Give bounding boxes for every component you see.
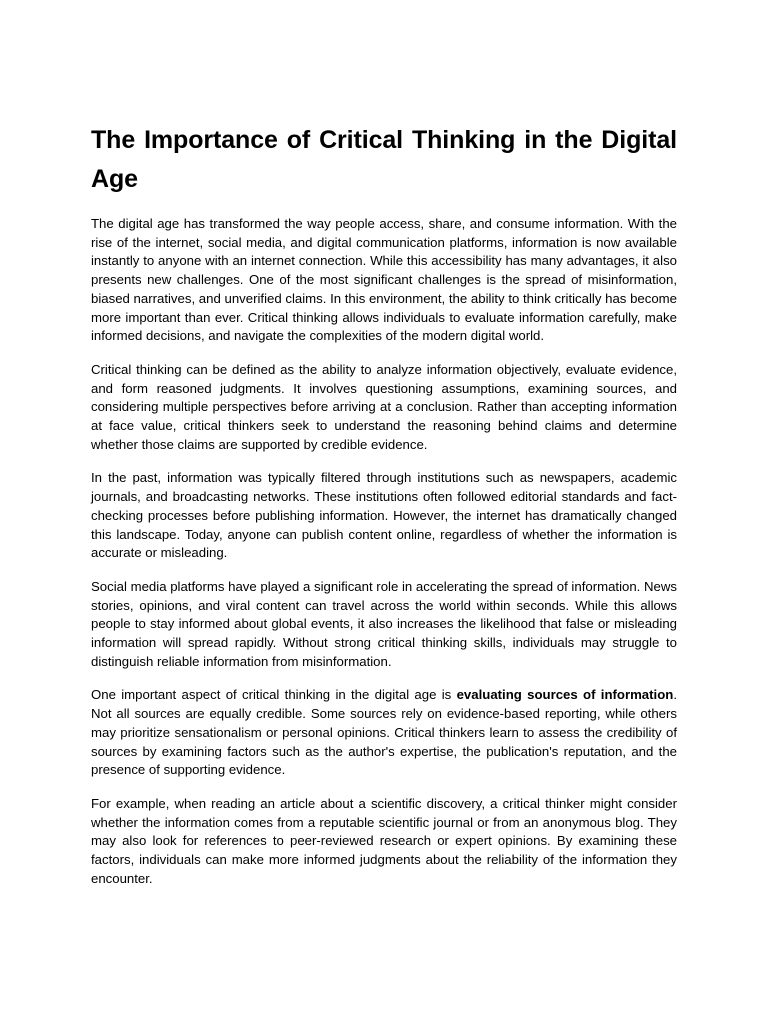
paragraph-example: For example, when reading an article about a scientific discovery, a critical thinker might consider whether the information comes from a reputable scientific journal or from an anonymous blog. They may also look for references to peer-reviewed research or expert opinions. By examining these factors, individuals can make more informed judgments about the reliability of the information they encounter. (91, 795, 677, 886)
document-page (91, 121, 677, 904)
paragraph-history: In the past, information was typically filtered through institutions such as newspapers, academic journals, and broadcasting networks. These institutions often followed editorial standards and fact-checking processes before publishing information. However, the internet has dramatically changed this landscape. Today, anyone can publish content online, regardless of whether the information is accurate or misleading. (91, 470, 677, 561)
paragraph-sources (91, 686, 677, 780)
paragraph-sources-text-after: . Not all sources are equally credible. Some sources rely on evidence-based reporting, while others may prioritize sensationalism or personal opinions. Critical thinkers learn to assess the credibility of sources by examining factors such as the author's expertise, the publication's reputation, and the presence of supporting evidence. (91, 687, 677, 778)
paragraph-sources-text-before: One important aspect of critical thinking in the digital age is (91, 687, 457, 703)
paragraph-sources-emphasis: evaluating sources of information (456, 687, 674, 703)
paragraph-social-media: Social media platforms have played a significant role in accelerating the spread of information. News stories, opinions, and viral content can travel across the world within seconds. While this allows people to stay informed about global events, it also increases the likelihood that false or misleading information will spread rapidly. Without strong critical thinking skills, individuals may struggle to distinguish reliable information from misinformation. (91, 578, 677, 669)
paragraph-intro: The digital age has transformed the way people access, share, and consume information. With the rise of the internet, social media, and digital communication platforms, information is now available instantly to anyone with an internet connection. While this accessibility has many advantages, it also presents new challenges. One of the most significant challenges is the spread of misinformation, biased narratives, and unverified claims. In this environment, the ability to think critically has become more important than ever. Critical thinking allows individuals to evaluate information carefully, make informed decisions, and navigate the complexities of the modern digital world. (91, 216, 677, 344)
paragraph-definition: Critical thinking can be defined as the ability to analyze information objectively, evaluate evidence, and form reasoned judgments. It involves questioning assumptions, examining sources, and considering multiple perspectives before arriving at a conclusion. Rather than accepting information at face value, critical thinkers seek to understand the reasoning behind claims and determine whether those claims are supported by credible evidence. (91, 361, 677, 452)
document-title: The Importance of Critical Thinking in the Digital Age (91, 126, 677, 193)
